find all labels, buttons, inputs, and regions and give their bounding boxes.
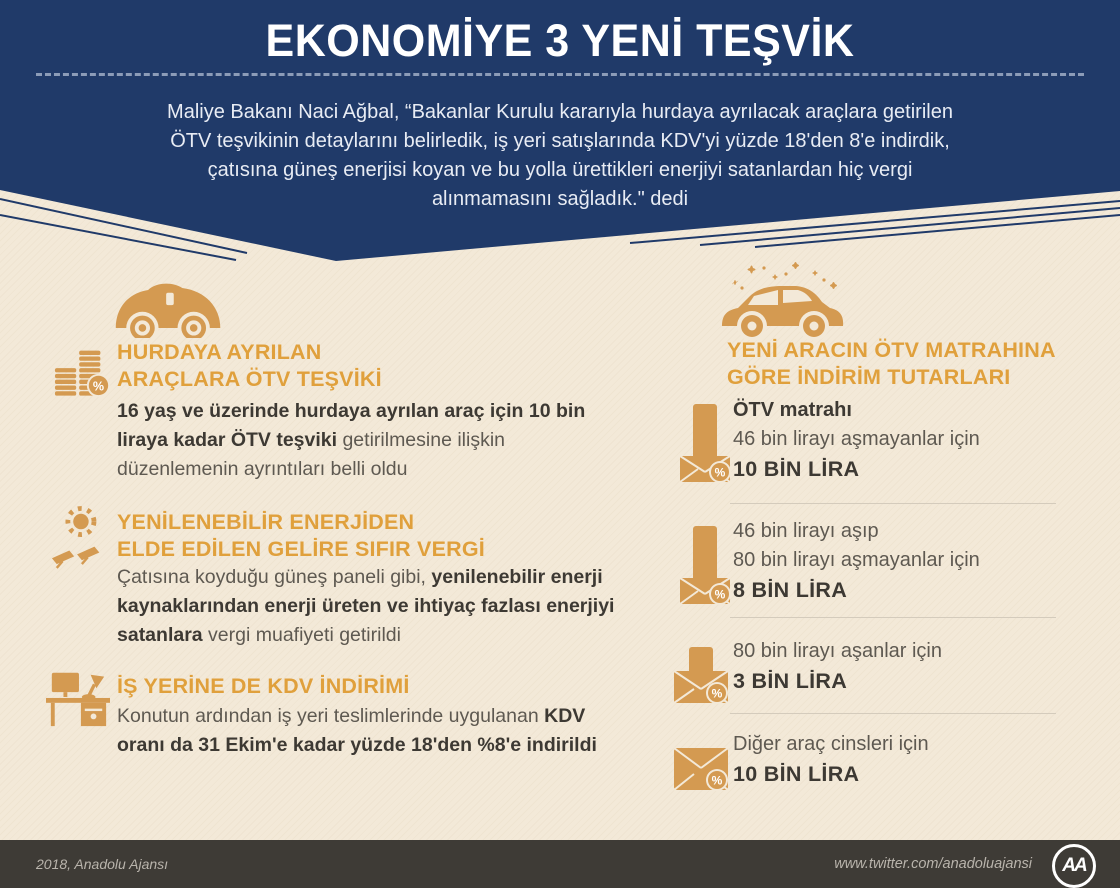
svg-text:%: % [92,379,105,394]
section2-heading: YENİLENEBİLİR ENERJİDEN ELDE EDİLEN GELİRE SIFIR VERGİ [117,510,485,561]
tier-3 [733,637,942,696]
bill-envelope-percent-icon [678,524,732,606]
tier-1 [733,396,980,484]
new-car-sparkles-icon [716,262,848,340]
tier-1-condition: 46 bin lirayı aşmayanlar için [733,428,980,450]
section1-body: 16 yaş ve üzerinde hurdaya ayrılan araç için 10 bin liraya kadar ÖTV teşviki getirilmesine ilişkin düzenlemenin ayrıntıları belli oldu [117,400,586,480]
section2-body: Çatısına koyduğu güneş paneli gibi, yenilenebilir enerji kaynaklarından enerji üreten ve ihtiyaç fazlası enerjiyi satanlara vergi muafiyeti getirildi [117,566,615,646]
tier-1-label: ÖTV matrahı [733,399,852,421]
right-column-heading: YENİ ARACIN ÖTV MATRAHINA GÖRE İNDİRİM TUTARLARI [727,338,1056,389]
tier-2 [733,517,980,605]
footer-copyright: 2018, Anadolu Ajansı [36,856,169,872]
tier-4-amount: 10 BİN LİRA [733,762,860,786]
svg-text:%: % [711,686,723,701]
sun-solar-panel-icon [50,503,108,571]
tier-divider [730,713,1056,714]
envelope-percent-icon [672,740,730,792]
tier-divider [730,503,1056,504]
tier-4 [733,730,929,789]
svg-text:%: % [711,773,723,788]
page-title: EKONOMİYE 3 YENİ TEŞVİK [265,16,855,67]
svg-text:%: % [714,587,726,602]
section1-heading: HURDAYA AYRILAN ARAÇLARA ÖTV TEŞVİKİ [117,340,382,391]
tier-2-amount: 8 BİN LİRA [733,578,848,602]
tier-2-condition: 46 bin lirayı aşıp [733,520,879,542]
footer-twitter-url: www.twitter.com/anadoluajansi [834,856,1032,872]
minister-quote: Maliye Bakanı Naci Ağbal, “Bakanlar Kurulu kararıyla hurdaya ayrılacak araçlara getirilen ÖTV teşvikinin detaylarını belirledik, iş yeri satışlarında KDV'yi yüzde 18'den 8'e indirdik, çatısına güneş enerjisi koyan ve bu yolla ürettikleri enerjiyi satanlardan hiç vergi alınmamasını sağladık." dedi [167,101,953,210]
tier-2-condition: 80 bin lirayı aşmayanlar için [733,549,980,571]
coins-percent-icon [53,342,113,398]
tier-divider [730,617,1056,618]
tier-1-amount: 10 BİN LİRA [733,457,860,481]
section3-heading: İŞ YERİNE DE KDV İNDİRİMİ [117,674,410,698]
section3-body: Konutun ardından iş yeri teslimlerinde uygulanan KDV oranı da 31 Ekim'e kadar yüzde 18'den %8'e indirildi [117,705,597,756]
beetle-car-icon [112,278,226,338]
bill-envelope-percent-icon [678,402,732,484]
dashed-divider [36,73,1084,76]
footer-bar [0,840,1120,888]
anadolu-agency-logo: AA [1052,844,1096,888]
tier-3-condition: 80 bin lirayı aşanlar için [733,640,942,662]
tier-4-condition: Diğer araç cinsleri için [733,733,929,755]
tier-3-amount: 3 BİN LİRA [733,669,848,693]
desk-lamp-icon [46,666,110,728]
bill-envelope-percent-icon [672,645,730,705]
svg-text:%: % [714,465,726,480]
